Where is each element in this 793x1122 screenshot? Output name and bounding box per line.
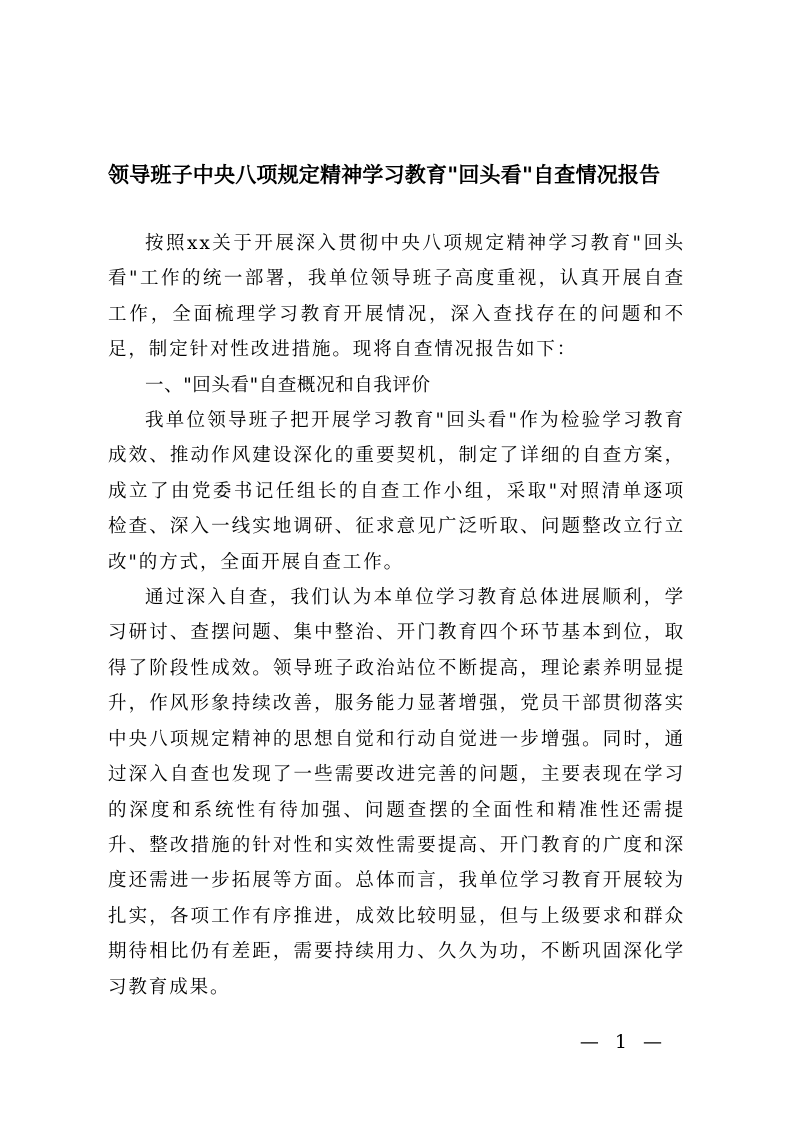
- page-number: — 1 —: [579, 1031, 667, 1053]
- section-paragraph: 通过深入自查，我们认为本单位学习教育总体进展顺利，学习研讨、查摆问题、集中整治、开门教育四个环节基本到位，取得了阶段性成效。领导班子政治站位不断提高，理论素养明显提升，作风形象持续改善，服务能力显著增强，党员干部贯彻落实中央八项规定精神的思想自觉和行动自觉进一步增强。同时，通过深入自查也发现了一些需要改进完善的问题，主要表现在学习的深度和系统性有待加强、问题查摆的全面性和精准性还需提升、整改措施的针对性和实效性需要提高、开门教育的广度和深度还需进一步拓展等方面。总体而言，我单位学习教育开展较为扎实，各项工作有序推进，成效比较明显，但与上级要求和群众期待相比仍有差距，需要持续用力、久久为功，不断巩固深化学习教育成果。: [108, 587, 685, 998]
- intro-paragraph: 按照xx关于开展深入贯彻中央八项规定精神学习教育"回头看"工作的统一部署，我单位领导班子高度重视，认真开展自查工作，全面梳理学习教育开展情况，深入查找存在的问题和不足，制定针对性改进措施。现将自查情况报告如下：: [108, 233, 685, 361]
- document-title: 领导班子中央八项规定精神学习教育"回头看"自查情况报告: [108, 163, 661, 187]
- document-body: [108, 226, 685, 1005]
- section-paragraph: 我单位领导班子把开展学习教育"回头看"作为检验学习教育成效、推动作风建设深化的重要契机，制定了详细的自查方案，成立了由党委书记任组长的自查工作小组，采取"对照清单逐项检查、深入一线实地调研、征求意见广泛听取、问题整改立行立改"的方式，全面开展自查工作。: [108, 410, 685, 573]
- section-heading: 一、"回头看"自查概况和自我评价: [145, 374, 431, 396]
